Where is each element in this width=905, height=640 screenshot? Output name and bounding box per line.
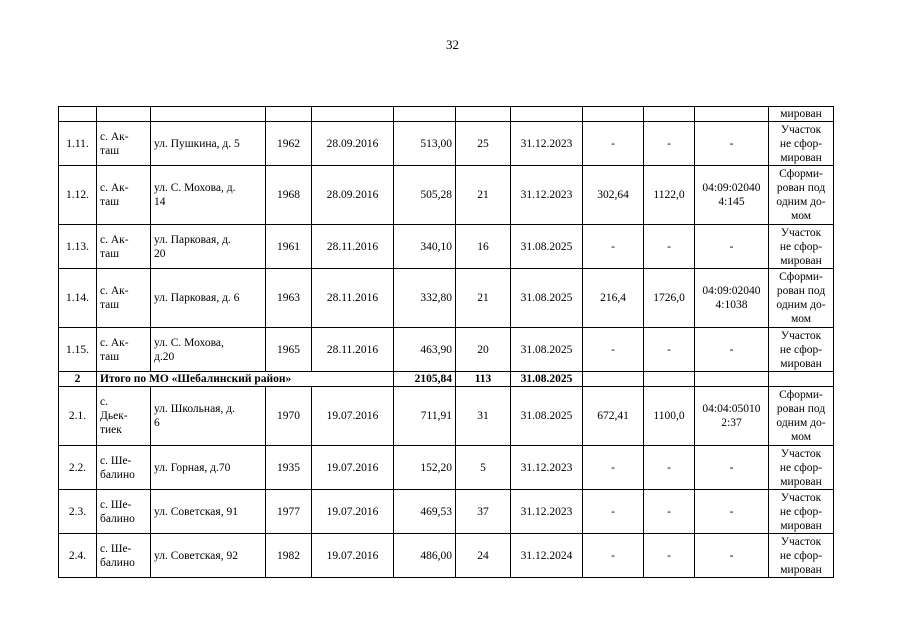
housing-table xyxy=(58,106,834,578)
land-area-cell: - xyxy=(583,534,644,578)
settlement-cell: с. Ак- таш xyxy=(97,328,151,372)
empty-cell xyxy=(312,107,394,122)
row-number: 1.11. xyxy=(59,122,97,166)
empty-cell xyxy=(583,372,644,387)
settlement-cell: с. Ак- таш xyxy=(97,122,151,166)
status-cell: Сформи- рован под одним до- мом xyxy=(769,269,834,328)
year-cell: 1965 xyxy=(266,328,312,372)
status-cell: Сформи- рован под одним до- мом xyxy=(769,166,834,225)
status-cell: мирован xyxy=(769,107,834,122)
land-area2-cell: - xyxy=(644,534,695,578)
date-cell: 19.07.2016 xyxy=(312,490,394,534)
year-cell: 1935 xyxy=(266,446,312,490)
land-area2-cell: 1100,0 xyxy=(644,387,695,446)
land-area2-cell: - xyxy=(644,446,695,490)
deadline-cell: 31.12.2023 xyxy=(511,122,583,166)
status-cell: Участок не сфор- мирован xyxy=(769,122,834,166)
land-area-cell: - xyxy=(583,490,644,534)
area-cell: 505,28 xyxy=(394,166,456,225)
residents-cell: 24 xyxy=(456,534,511,578)
status-cell: Участок не сфор- мирован xyxy=(769,446,834,490)
row-number: 1.15. xyxy=(59,328,97,372)
land-area-cell: 216,4 xyxy=(583,269,644,328)
land-area2-cell: - xyxy=(644,328,695,372)
area-cell: 152,20 xyxy=(394,446,456,490)
address-cell: ул. С. Мохова, д. 14 xyxy=(151,166,266,225)
empty-cell xyxy=(59,107,97,122)
year-cell: 1963 xyxy=(266,269,312,328)
land-area2-cell: - xyxy=(644,122,695,166)
address-cell: ул. Пушкина, д. 5 xyxy=(151,122,266,166)
area-cell: 463,90 xyxy=(394,328,456,372)
year-cell: 1968 xyxy=(266,166,312,225)
date-cell: 28.11.2016 xyxy=(312,225,394,269)
row-number: 1.13. xyxy=(59,225,97,269)
deadline-cell: 31.12.2024 xyxy=(511,534,583,578)
residents-cell: 21 xyxy=(456,269,511,328)
status-cell: Участок не сфор- мирован xyxy=(769,225,834,269)
settlement-cell: с. Дьек- тиек xyxy=(97,387,151,446)
empty-cell xyxy=(583,107,644,122)
cadastral-cell: 04:04:05010 2:37 xyxy=(695,387,769,446)
residents-cell: 5 xyxy=(456,446,511,490)
total-number: 2 xyxy=(59,372,97,387)
land-area2-cell: 1122,0 xyxy=(644,166,695,225)
address-cell: ул. Советская, 92 xyxy=(151,534,266,578)
year-cell: 1970 xyxy=(266,387,312,446)
settlement-cell: с. Ше- балино xyxy=(97,490,151,534)
residents-cell: 21 xyxy=(456,166,511,225)
table-row xyxy=(59,534,834,578)
land-area-cell: - xyxy=(583,225,644,269)
residents-cell: 37 xyxy=(456,490,511,534)
land-area2-cell: - xyxy=(644,490,695,534)
row-number: 1.14. xyxy=(59,269,97,328)
address-cell: ул. Советская, 91 xyxy=(151,490,266,534)
residents-cell: 31 xyxy=(456,387,511,446)
deadline-cell: 31.08.2025 xyxy=(511,225,583,269)
deadline-cell: 31.12.2023 xyxy=(511,490,583,534)
empty-cell xyxy=(695,372,769,387)
table-row xyxy=(59,490,834,534)
empty-cell xyxy=(151,107,266,122)
row-number: 1.12. xyxy=(59,166,97,225)
table-row xyxy=(59,225,834,269)
residents-cell: 20 xyxy=(456,328,511,372)
deadline-cell: 31.08.2025 xyxy=(511,328,583,372)
land-area2-cell: - xyxy=(644,225,695,269)
area-cell: 513,00 xyxy=(394,122,456,166)
row-number: 2.2. xyxy=(59,446,97,490)
total-label: Итого по МО «Шебалинский район» xyxy=(97,372,394,387)
total-residents: 113 xyxy=(456,372,511,387)
land-area-cell: - xyxy=(583,328,644,372)
area-cell: 332,80 xyxy=(394,269,456,328)
settlement-cell: с. Ак- таш xyxy=(97,166,151,225)
table-row xyxy=(59,446,834,490)
table-row xyxy=(59,122,834,166)
date-cell: 28.11.2016 xyxy=(312,328,394,372)
row-number: 2.1. xyxy=(59,387,97,446)
table-row xyxy=(59,166,834,225)
deadline-cell: 31.08.2025 xyxy=(511,269,583,328)
area-cell: 486,00 xyxy=(394,534,456,578)
area-cell: 711,91 xyxy=(394,387,456,446)
empty-cell xyxy=(394,107,456,122)
date-cell: 28.09.2016 xyxy=(312,122,394,166)
land-area-cell: - xyxy=(583,446,644,490)
settlement-cell: с. Ак- таш xyxy=(97,269,151,328)
settlement-cell: с. Ак- таш xyxy=(97,225,151,269)
land-area-cell: 672,41 xyxy=(583,387,644,446)
date-cell: 28.11.2016 xyxy=(312,269,394,328)
status-cell: Сформи- рован под одним до- мом xyxy=(769,387,834,446)
land-area-cell: - xyxy=(583,122,644,166)
address-cell: ул. С. Мохова, д.20 xyxy=(151,328,266,372)
row-number: 2.4. xyxy=(59,534,97,578)
date-cell: 28.09.2016 xyxy=(312,166,394,225)
cadastral-cell: - xyxy=(695,122,769,166)
status-cell: Участок не сфор- мирован xyxy=(769,328,834,372)
empty-cell xyxy=(644,107,695,122)
total-area: 2105,84 xyxy=(394,372,456,387)
cadastral-cell: 04:09:02040 4:145 xyxy=(695,166,769,225)
land-area-cell: 302,64 xyxy=(583,166,644,225)
total-deadline: 31.08.2025 xyxy=(511,372,583,387)
cadastral-cell: - xyxy=(695,328,769,372)
residents-cell: 16 xyxy=(456,225,511,269)
year-cell: 1977 xyxy=(266,490,312,534)
year-cell: 1961 xyxy=(266,225,312,269)
empty-cell xyxy=(644,372,695,387)
date-cell: 19.07.2016 xyxy=(312,534,394,578)
residents-cell: 25 xyxy=(456,122,511,166)
status-cell: Участок не сфор- мирован xyxy=(769,534,834,578)
table-row xyxy=(59,387,834,446)
empty-cell xyxy=(456,107,511,122)
address-cell: ул. Школьная, д. 6 xyxy=(151,387,266,446)
settlement-cell: с. Ше- балино xyxy=(97,534,151,578)
page-number: 32 xyxy=(446,37,459,52)
status-cell: Участок не сфор- мирован xyxy=(769,490,834,534)
total-row xyxy=(59,372,834,387)
date-cell: 19.07.2016 xyxy=(312,446,394,490)
land-area2-cell: 1726,0 xyxy=(644,269,695,328)
year-cell: 1982 xyxy=(266,534,312,578)
address-cell: ул. Парковая, д. 6 xyxy=(151,269,266,328)
table-row xyxy=(59,328,834,372)
area-cell: 340,10 xyxy=(394,225,456,269)
row-number: 2.3. xyxy=(59,490,97,534)
cadastral-cell: - xyxy=(695,490,769,534)
cadastral-cell: - xyxy=(695,225,769,269)
empty-cell xyxy=(266,107,312,122)
empty-cell xyxy=(695,107,769,122)
date-cell: 19.07.2016 xyxy=(312,387,394,446)
address-cell: ул. Парковая, д. 20 xyxy=(151,225,266,269)
cadastral-cell: 04:09:02040 4:1038 xyxy=(695,269,769,328)
settlement-cell: с. Ше- балино xyxy=(97,446,151,490)
deadline-cell: 31.12.2023 xyxy=(511,166,583,225)
empty-cell xyxy=(769,372,834,387)
area-cell: 469,53 xyxy=(394,490,456,534)
deadline-cell: 31.08.2025 xyxy=(511,387,583,446)
year-cell: 1962 xyxy=(266,122,312,166)
cadastral-cell: - xyxy=(695,446,769,490)
empty-cell xyxy=(97,107,151,122)
continuation-row xyxy=(59,107,834,122)
cadastral-cell: - xyxy=(695,534,769,578)
deadline-cell: 31.12.2023 xyxy=(511,446,583,490)
table-body xyxy=(59,107,834,578)
empty-cell xyxy=(511,107,583,122)
table-row xyxy=(59,269,834,328)
address-cell: ул. Горная, д.70 xyxy=(151,446,266,490)
